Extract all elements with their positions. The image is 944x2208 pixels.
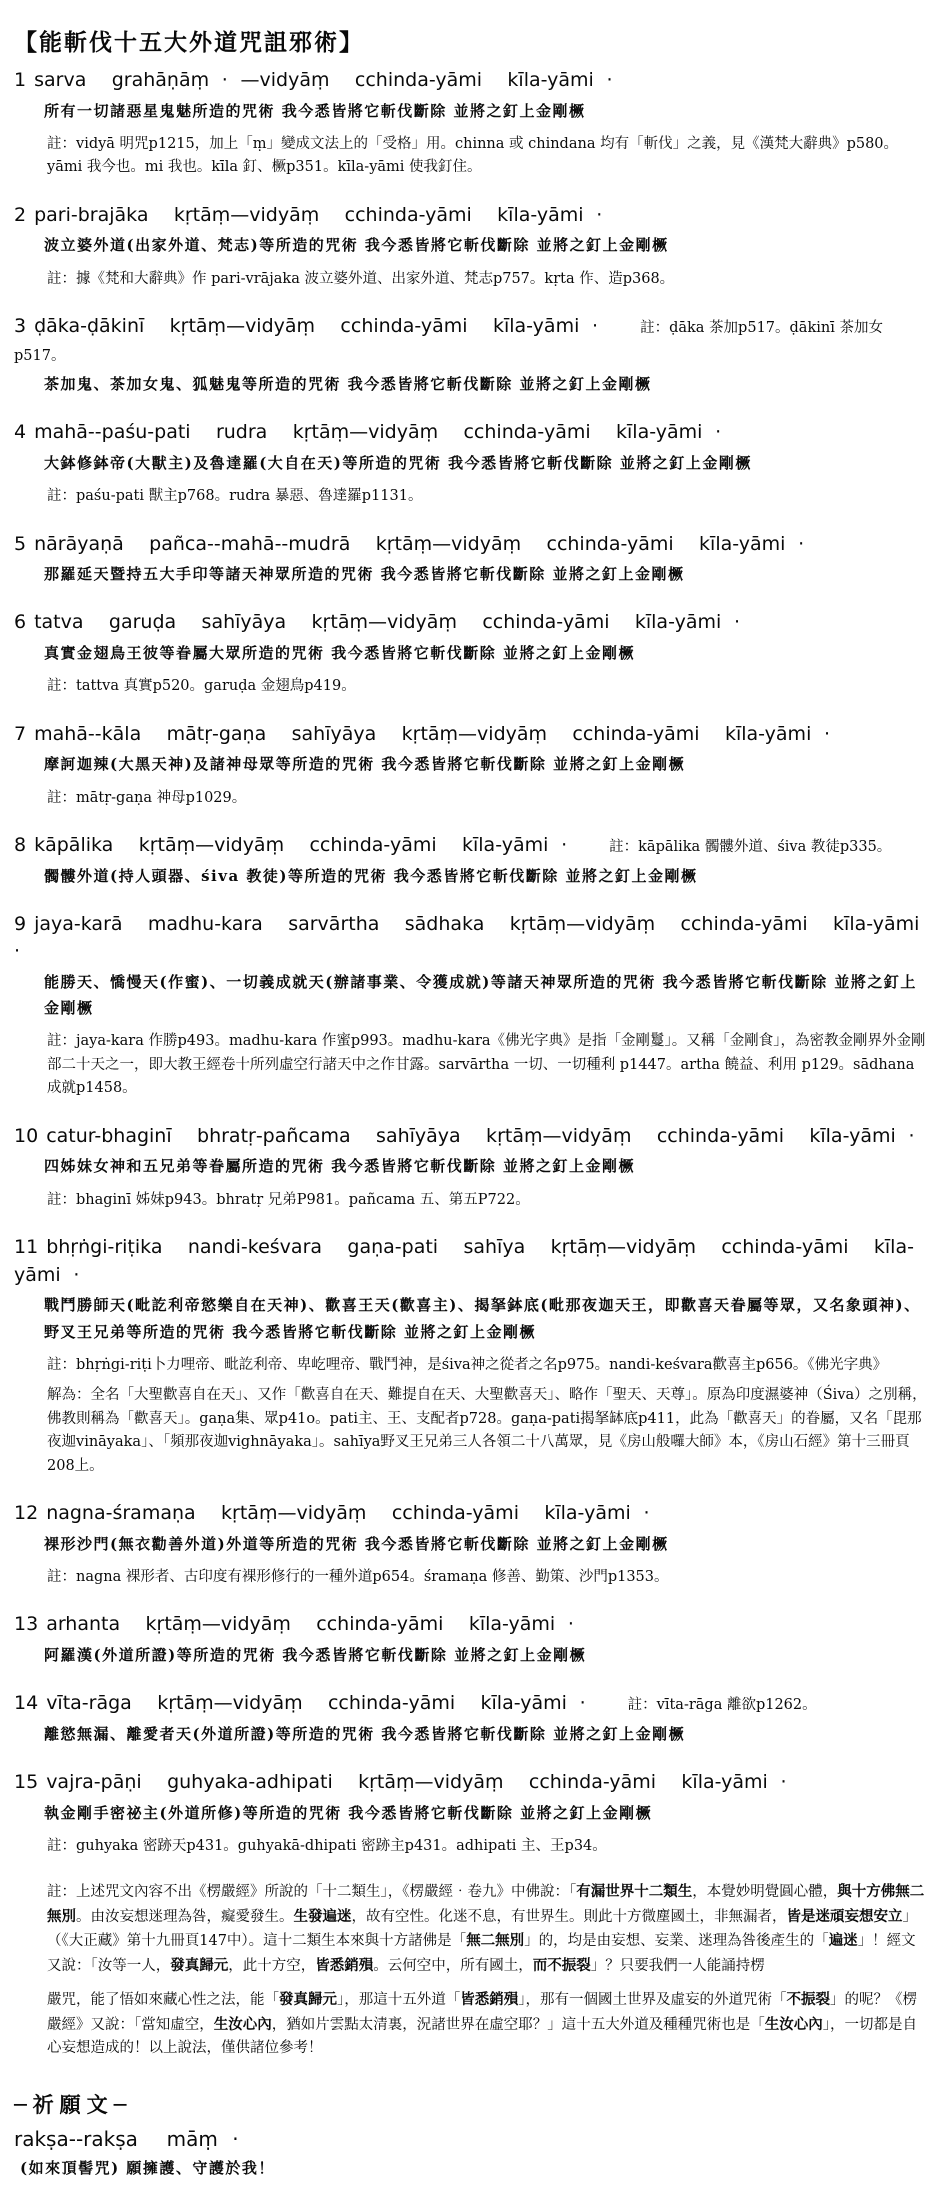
sanskrit-text: sarva grahāṇāṃ · —vidyāṃ cchinda-yāmi kīla-yāmi · <box>34 69 613 91</box>
prayer-chinese: (如來頂髻咒) 願擁護、守護於我！ <box>20 2158 275 2177</box>
chinese-translation: 執金剛手密祕主(外道所修)等所造的咒術 我今悉皆將它斬伐斷除 並將之釘上金剛橛 <box>44 1803 653 1822</box>
commentary-text-run: 。由汝妄想迷理為咎，癡愛發生。 <box>76 1908 294 1925</box>
sanskrit-text: pari-brajāka kṛtāṃ—vidyāṃ cchinda-yāmi kīla-yāmi · <box>34 203 603 226</box>
commentary-text-run: ，此十方空， <box>228 1957 316 1974</box>
chinese-translation: 大鉢修鉢帝(大獸主)及魯達羅(大自在天)等所造的咒術 我今悉皆將它斬伐斷除 並將之釘上金剛橛 <box>44 453 752 472</box>
commentary-bold-run: 而不振裂 <box>532 1956 591 1974</box>
chinese-translation: 離慾無漏、離愛者天(外道所證)等所造的咒術 我今悉皆將它斬伐斷除 並將之釘上金剛橛 <box>44 1724 686 1743</box>
notes <box>14 1566 928 1589</box>
commentary-text-run: 」，那有一個國土世界及虛妄的外道咒術「 <box>518 1992 787 2009</box>
note-text: 註：tattva 真實p520。garuḍa 金翅鳥p419。 <box>47 678 356 695</box>
commentary-text-run: 」，那這十五外道「 <box>337 1992 461 2009</box>
note-text: 註：nagna 裸形者、古印度有裸形修行的一種外道p654。śramaṇa 修善、勤策、沙門p1353。 <box>47 1568 669 1585</box>
commentary-bold-run: 皆悉銷殞 <box>460 1991 519 2009</box>
sanskrit-text: ḍāka-ḍākinī kṛtāṃ—vidyāṃ cchinda-yāmi kīla-yāmi · <box>34 315 599 338</box>
sanskrit-row <box>14 67 928 95</box>
mantra-item <box>14 1769 928 1858</box>
side-note: 註：ḍāka 茶加p517。ḍākinī 茶加女p517。 <box>14 320 883 364</box>
sanskrit-text: mahā--kāla mātṛ-gaṇa sahīyāya kṛtāṃ—vidyāṃ cchinda-yāmi kīla-yāmi · <box>34 722 831 745</box>
item-number: 8 <box>14 834 27 857</box>
item-number: 2 <box>14 203 27 226</box>
sanskrit-text: tatva garuḍa sahīyāya kṛtāṃ—vidyāṃ cchinda-yāmi kīla-yāmi · <box>34 611 740 634</box>
sanskrit-row <box>14 202 928 230</box>
commentary-bold-run: 無二無別 <box>466 1932 525 1950</box>
commentary-block <box>14 1880 928 2060</box>
sanskrit-row <box>14 531 928 559</box>
side-note: 註：kāpālika 髑髏外道、śiva 教徒p335。 <box>609 839 892 856</box>
commentary-bold-run: 生發遍迷 <box>293 1907 352 1925</box>
notes <box>14 787 928 810</box>
commentary-text-run: 」的，均是由妄想、妄業、迷理為咎後產生的「 <box>524 1933 829 1950</box>
sanskrit-text: catur-bhaginī bhratṛ-pañcama sahīyāya kṛtāṃ—vidyāṃ cchinda-yāmi kīla-yāmi · <box>46 1124 915 1147</box>
commentary-text-run: ，猶如片雲點太清裏，況諸世界在虛空耶？」這十五大外道及種種咒術也是「 <box>271 2016 765 2033</box>
side-note: 註：vīta-rāga 離欲p1262。 <box>627 1697 817 1714</box>
sanskrit-text: nagna-śramaṇa kṛtāṃ—vidyāṃ cchinda-yāmi kīla-yāmi · <box>46 1502 650 1525</box>
item-number: 3 <box>14 315 27 338</box>
notes <box>14 1354 928 1478</box>
sanskrit-row <box>14 1769 928 1797</box>
mantra-item <box>14 1690 928 1747</box>
commentary-text-run: 」！經文又說：「汝等一人， <box>47 1933 916 1974</box>
sanskrit-row <box>14 721 928 749</box>
chinese-translation: 阿羅漢(外道所證)等所造的咒術 我今悉皆將它斬伐斷除 並將之釘上金剛橛 <box>44 1646 587 1664</box>
doc-title: 【能斬伐十五大外道咒詛邪術】 <box>14 29 364 56</box>
item-number: 1 <box>14 69 27 91</box>
sanskrit-row <box>14 911 933 966</box>
chinese-translation: 波立婆外道(出家外道、梵志)等所造的咒術 我今悉皆將它斬伐斷除 並將之釘上金剛橛 <box>44 236 669 255</box>
item-number: 4 <box>14 421 27 444</box>
chinese-translation: 能勝天、憍慢天(作蜜)、一切義成就天(辦諸事業、令獲成就)等諸天神眾所造的咒術 我今悉皆將它斬伐斷除 並將之釘上金剛橛 <box>44 972 917 1018</box>
note-text: 註：guhyaka 密跡天p431。guhyakā-dhipati 密跡主p431。adhipati 主、王p34。 <box>47 1837 607 1854</box>
mantra-item <box>14 1123 928 1212</box>
sanskrit-row <box>14 609 928 637</box>
sanskrit-row <box>14 313 928 368</box>
note-text: 註：vidyā 明咒p1215，加上「ṃ」變成文法上的「受格」用。chinna 或 chindana 均有「斬伐」之義，見《漢梵大辭典》p580。yāmi 我今也。mi 我也。kīla 釘、橛p351。kīla-yāmi 使我釘住。 <box>47 135 899 176</box>
chinese-translation: 裸形沙門(無衣勸善外道)外道等所造的咒術 我今悉皆將它斬伐斷除 並將之釘上金剛橛 <box>44 1534 669 1553</box>
commentary-text-run: 嚴咒，能了悟如來藏心性之法，能「 <box>47 1992 279 2009</box>
chinese-translation: 真實金翅鳥王彼等眷屬大眾所造的咒術 我今悉皆將它斬伐斷除 並將之釘上金剛橛 <box>44 644 635 663</box>
prayer-sanskrit: rakṣa--rakṣa māṃ · <box>14 2126 239 2151</box>
prayer-heading: ─祈願文─ <box>14 2091 133 2117</box>
notes <box>14 1030 928 1100</box>
note-text: 註：mātṛ-gaṇa 神母p1029。 <box>47 789 247 806</box>
commentary-paragraph <box>47 1880 928 1978</box>
commentary-bold-run: 發真歸元 <box>279 1991 337 2009</box>
commentary-text-run: 」（《大正藏》第十九冊頁147中）。這十二類生本來與十方諸佛是「 <box>47 1908 917 1950</box>
item-number: 7 <box>14 722 27 745</box>
chinese-translation: 戰鬥勝師天(毗訖利帝慾樂自在天神)、歡喜王天(歡喜主)、揭拏鉢底(毗那夜迦天王，即歡喜天眷屬等眾，又名象頭神)、野叉王兄弟等所造的咒術 我今悉皆將它斬伐斷除 並將之釘上金剛橛 <box>44 1296 921 1341</box>
commentary-bold-run: 遍迷 <box>828 1932 858 1950</box>
sanskrit-row <box>14 1234 928 1289</box>
mantra-item <box>14 832 928 889</box>
mantra-item <box>14 67 928 180</box>
sanskrit-text: jaya-karā madhu-kara sarvārtha sādhaka kṛtāṃ—vidyāṃ cchinda-yāmi kīla-yāmi · <box>14 912 933 963</box>
sanskrit-text: kāpālika kṛtāṃ—vidyāṃ cchinda-yāmi kīla-yāmi · <box>34 834 568 857</box>
sanskrit-text: arhanta kṛtāṃ—vidyāṃ cchinda-yāmi kīla-yāmi · <box>46 1613 574 1636</box>
mantra-item <box>14 1611 928 1668</box>
commentary-text-run: ，本覺妙明覺圓心體， <box>692 1884 838 1901</box>
commentary-bold-run: 生汝心內 <box>764 2015 823 2033</box>
mantra-item <box>14 419 928 508</box>
mantra-item <box>14 202 928 291</box>
note-text: 註：jaya-kara 作勝p493。madhu-kara 作蜜p993。madhu-kara《佛光字典》是指「金剛鬘」。又稱「金剛食」，為密教金剛界外金剛部二十天之一，即大教王經卷十所列虛空行諸天中之作甘露。sarvārtha 一切、一切種利 p1447。artha 饒益、利用 p129。sādhana 成就p1458。 <box>47 1033 926 1097</box>
sanskrit-row <box>14 419 928 447</box>
note-text: 註：bhṛṅgi-riṭi卜力哩帝、毗訖利帝、卑屹哩帝、戰鬥神，是śiva神之從者之名p975。nandi-keśvara歡喜主p656。《佛光字典》 <box>47 1356 888 1373</box>
mantra-item <box>14 1234 928 1478</box>
commentary-bold-run: 皆悉銷殞 <box>315 1956 374 1974</box>
mantra-item <box>14 313 928 397</box>
mantra-item <box>14 609 928 698</box>
commentary-paragraph <box>47 1988 928 2060</box>
commentary-bold-run: 生汝心內 <box>213 2015 272 2033</box>
sanskrit-row <box>14 1690 928 1718</box>
notes <box>14 268 928 291</box>
item-number: 12 <box>14 1502 39 1525</box>
commentary-bold-run: 與十方佛無二無別 <box>47 1883 925 1925</box>
item-number: 11 <box>14 1236 39 1259</box>
commentary-bold-run: 發真歸元 <box>170 1956 229 1974</box>
note-text: 註：paśu-pati 獸主p768。rudra 暴惡、魯達羅p1131。 <box>47 488 423 505</box>
mantra-list <box>14 67 933 1858</box>
item-number: 14 <box>14 1692 39 1715</box>
mantra-item <box>14 911 933 1101</box>
item-number: 9 <box>14 912 27 935</box>
sanskrit-text: vajra-pāṇi guhyaka-adhipati kṛtāṃ—vidyāṃ cchinda-yāmi kīla-yāmi · <box>46 1771 787 1794</box>
mantra-item <box>14 721 928 810</box>
notes <box>14 133 928 180</box>
note-text: 註：bhaginī 姊妹p943。bhratṛ 兄弟P981。pañcama 五、第五P722。 <box>47 1191 530 1208</box>
note-text: 解為：全名「大聖歡喜自在天」、又作「歡喜自在天、難提自在天、大聖歡喜天」、略作「聖天、天尊」。原為印度濕婆神（Śiva）之別稱，佛教則稱為「歡喜天」。gaṇa集、眾p41o。pati主、王、支配者p728。gaṇa-pati揭拏缽底p411，此為「歡喜天」的眷屬，又名「毘那夜迦vināyaka」、「頻那夜迦vighnāyaka」。sahīya野叉王兄弟三人各領二十八萬眾，見《房山般囉大師》本，《房山石經》第十三冊頁208上。 <box>47 1387 927 1474</box>
sanskrit-text: mahā--paśu-pati rudra kṛtāṃ—vidyāṃ cchinda-yāmi kīla-yāmi · <box>34 421 722 444</box>
item-number: 6 <box>14 611 27 634</box>
item-number: 5 <box>14 532 27 555</box>
sanskrit-row <box>14 1500 928 1528</box>
item-number: 10 <box>14 1124 39 1147</box>
sanskrit-row <box>14 1123 928 1151</box>
commentary-text-run: 」？只要我們一人能誦持楞 <box>590 1957 765 1974</box>
commentary-text-run: 註：上述咒文內容不出《楞嚴經》所說的「十二類生」，《楞嚴經‧卷九》中佛說：「 <box>47 1884 577 1901</box>
commentary-bold-run: 有漏世界十二類生 <box>576 1883 693 1901</box>
chinese-translation: 那羅延天暨持五大手印等諸天神眾所造的咒術 我今悉皆將它斬伐斷除 並將之釘上金剛橛 <box>44 565 685 584</box>
sanskrit-text: nārāyaṇā pañca--mahā--mudrā kṛtāṃ—vidyāṃ cchinda-yāmi kīla-yāmi · <box>34 532 805 555</box>
chinese-translation: 四姊妹女神和五兄弟等眷屬所造的咒術 我今悉皆將它斬伐斷除 並將之釘上金剛橛 <box>44 1157 635 1176</box>
sanskrit-row <box>14 832 928 860</box>
chinese-translation: 茶加鬼、茶加女鬼、狐魅鬼等所造的咒術 我今悉皆將它斬伐斷除 並將之釘上金剛橛 <box>44 375 652 394</box>
chinese-translation: 髑髏外道(持人頭器、śiva 教徒)等所造的咒術 我今悉皆將它斬伐斷除 並將之釘上金剛橛 <box>44 866 698 885</box>
mantra-item <box>14 1500 928 1589</box>
sanskrit-text: vīta-rāga kṛtāṃ—vidyāṃ cchinda-yāmi kīla-yāmi · <box>46 1692 586 1715</box>
notes <box>14 675 928 698</box>
chinese-translation: 摩訶迦辣(大黑天神)及諸神母眾等所造的咒術 我今悉皆將它斬伐斷除 並將之釘上金剛橛 <box>44 755 686 774</box>
commentary-text-run: 」，一切都是自心妄想造成的！以上說法，僅供諸位參考！ <box>47 2016 917 2057</box>
commentary-text-run: 」的呢？《楞嚴經》又說：「當知虛空， <box>47 1992 917 2033</box>
item-number: 15 <box>14 1771 39 1794</box>
commentary-bold-run: 不振裂 <box>786 1991 830 2009</box>
commentary-text-run: 。云何空中，所有國土， <box>373 1957 533 1974</box>
sanskrit-row <box>14 1611 928 1639</box>
chinese-translation: 所有一切諸惡星鬼魅所造的咒術 我今悉皆將它斬伐斷除 並將之釘上金剛橛 <box>44 101 586 120</box>
notes <box>14 1835 928 1858</box>
item-number: 13 <box>14 1613 39 1636</box>
mantra-item <box>14 531 928 588</box>
notes <box>14 485 928 508</box>
sanskrit-text: bhṛṅgi-riṭika nandi-keśvara gaṇa-pati sahīya kṛtāṃ—vidyāṃ cchinda-yāmi kīla-yāmi · <box>14 1236 914 1286</box>
commentary-bold-run: 皆是迷頑妄想安立 <box>786 1907 903 1925</box>
commentary-text-run: ，故有空性。化迷不息，有世界生。則此十方微塵國土，非無漏者， <box>351 1908 787 1925</box>
notes <box>14 1189 928 1212</box>
note-text: 註：據《梵和大辭典》作 pari-vrājaka 波立婆外道、出家外道、梵志p757。kṛta 作、造p368。 <box>47 270 675 287</box>
